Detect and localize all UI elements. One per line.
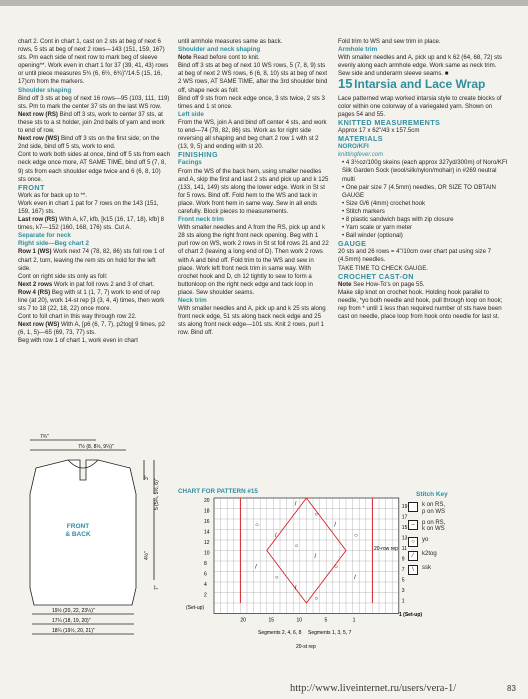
col-left-paragraph: Beg with row 1 of chart 1, work even in chart bbox=[18, 337, 138, 345]
chart-stitch-symbol: / bbox=[314, 554, 317, 560]
chart-stitch-symbol: ○ bbox=[354, 533, 358, 539]
chart-segments-left: Segments 2, 4, 6, 8 bbox=[258, 630, 302, 636]
column-right bbox=[338, 38, 508, 321]
schematic-right-4: 7" bbox=[154, 585, 160, 590]
col-middle-paragraph: From the WS, join A and bind off center 4 sts, and work to end—74 (78, 82, 86) sts. Work as for right side reversing all shaping and beg chart 2 row 1 with st 2 (13, 9, 5) and ending with st 20. bbox=[178, 118, 327, 151]
col-left-paragraph: Last row (RS) With A, k7, kfb, [k15 (16, 17, 18), kfb] 8 times, k7—152 (160, 168, 176) sts. Cut A. bbox=[18, 216, 164, 232]
col-right-subheading: Armhole trim bbox=[338, 46, 378, 54]
chart-row-number: 14 bbox=[204, 529, 210, 536]
col-right-list-item: • Ball winder (optional) bbox=[342, 232, 403, 240]
stitch-key bbox=[408, 491, 518, 579]
schematic-bottom-2: 17¼ (18, 19, 20)" bbox=[52, 618, 91, 624]
col-left-paragraph: Cont to work both sides at once, bind off 5 sts from each neck edge once more, AT SAME TIME, bind off 5 (7, 8, 9) sts from each shoulder edge twice and 6 (6, 8, 10) sts once. bbox=[18, 151, 170, 183]
chart-row-number: 19 bbox=[401, 504, 408, 510]
footer bbox=[0, 681, 528, 699]
chart-stitch-number: 10 bbox=[296, 617, 303, 624]
chart-row-number: 5 bbox=[401, 577, 405, 584]
col-middle-heading: FINISHING bbox=[178, 150, 218, 160]
stitch-key-swatch-icon bbox=[408, 502, 418, 512]
pattern-number: 15 bbox=[338, 76, 353, 92]
col-right-list-item: • Size G/6 (4mm) crochet hook bbox=[342, 199, 426, 207]
col-middle-paragraph: Bind off 9 sts from neck edge once, 3 sts twice, 2 sts 3 times and 1 st once. bbox=[178, 94, 325, 110]
stitch-key-label: k on RS, p on WS bbox=[422, 502, 446, 515]
schematic-right-2: 5 (5¼, 5½, 6)" bbox=[154, 478, 160, 510]
chart-stitch-symbol: ○ bbox=[255, 522, 259, 529]
chart-repeat-label: 20-row rep bbox=[374, 546, 398, 552]
stitch-key-label: ssk bbox=[422, 565, 431, 572]
col-left-paragraph: Work even in chart 1 pat for 7 rows on the 143 (151, 159, 167) sts. bbox=[18, 199, 159, 215]
pattern-title: Intarsia and Lace Wrap bbox=[354, 77, 486, 92]
page-number: 83 bbox=[507, 684, 516, 693]
chart-row-number: 6 bbox=[204, 571, 207, 578]
col-right-heading: MATERIALS bbox=[338, 134, 383, 144]
chart-row-number: 16 bbox=[204, 519, 210, 525]
chart-setup-right: 1 (Set-up) bbox=[399, 612, 423, 618]
col-middle-paragraph: Note Read before cont to knit. bbox=[178, 54, 260, 62]
col-right-list-item: • Yarn scale or yarn meter bbox=[342, 224, 412, 232]
chart-stitch-number: 5 bbox=[324, 617, 328, 624]
chart-stitch-symbol: / bbox=[334, 522, 336, 529]
chart-stitch-symbol: ○ bbox=[274, 575, 279, 581]
chart-stitch-symbol: / bbox=[294, 585, 297, 592]
col-left-paragraph: Bind off 3 sts at beg of next 16 rows—95 (103, 111, 119) sts. Pm to mark the center 37 sts on the last WS row. bbox=[18, 94, 170, 110]
chart-row-number: 17 bbox=[401, 514, 408, 521]
col-right-paragraph: Fold trim to WS and sew trim in place. bbox=[338, 38, 441, 45]
col-middle-paragraph: until armhole measures same as back. bbox=[178, 38, 283, 45]
chart-stitch-repeat: 20-st rep bbox=[296, 644, 316, 650]
stitch-key-swatch-icon: \ bbox=[408, 565, 418, 575]
schematic-title: FRONT & BACK bbox=[65, 523, 91, 538]
col-left-subheading: Separate for neck bbox=[18, 232, 71, 240]
chart-row-number: 3 bbox=[401, 588, 405, 594]
yarn-brand-url[interactable]: knittingfever.com bbox=[338, 152, 384, 159]
front-back-schematic bbox=[18, 430, 168, 670]
col-left-paragraph: Row 4 (RS) Beg with st 1 (1, 7, 7) work to end of rep line (at 20), work 14-st rep [3 (3, 4, 4) times, then work sts 7 to 18 (22, 18, 22) once more. bbox=[18, 288, 165, 313]
col-right-paragraph: Note See How-To's on page 55. bbox=[338, 280, 425, 288]
col-right-heading: GAUGE bbox=[338, 239, 367, 249]
chart-row-number: 2 bbox=[204, 592, 207, 599]
yarn-brand: NORO/KFI bbox=[338, 143, 369, 151]
pattern-heading bbox=[338, 76, 508, 92]
stitch-key-item bbox=[408, 502, 518, 516]
stitch-key-item bbox=[408, 565, 518, 575]
chart-stitch-symbol: ○ bbox=[314, 512, 319, 518]
chart-row-number: 8 bbox=[204, 561, 207, 567]
col-left-paragraph: Next 2 rows Work in pat foll rows 2 and 3 of chart. bbox=[18, 280, 155, 288]
column-left bbox=[18, 38, 170, 346]
col-left-paragraph: Row 1 (WS) Work next 74 (78, 82, 86) sts foll row 1 of chart 2, turn, leaving the rem sts on hold for the left side. bbox=[18, 248, 165, 272]
schematic-right-1: 3" bbox=[144, 475, 150, 480]
col-left-paragraph: Work as for back up to **. bbox=[18, 191, 87, 199]
col-middle-subheading: Shoulder and neck shaping bbox=[178, 46, 261, 54]
chart-stitch-symbol: ○ bbox=[334, 564, 338, 571]
col-right-paragraph: Sew side and underarm sleeve seams. ■ bbox=[338, 70, 449, 78]
top-bar bbox=[0, 0, 528, 6]
stitch-key-item bbox=[408, 537, 518, 547]
chart-row-number: 20 bbox=[204, 498, 210, 504]
chart-stitch-number: 20 bbox=[240, 617, 246, 624]
chart-title: CHART FOR PATTERN #15 bbox=[178, 488, 258, 495]
chart-grid bbox=[214, 498, 399, 614]
col-left-heading: FRONT bbox=[18, 182, 45, 192]
col-left-paragraph: Next row (WS) Bind off 3 sts on the first side; on the 2nd side, bind off 5 sts, work to end. bbox=[18, 135, 160, 151]
col-right-paragraph: 20 sts and 26 rows = 4"/10cm over chart pat using size 7 (4.5mm) needles. bbox=[338, 248, 492, 264]
col-right-heading: KNITTED MEASUREMENTS bbox=[338, 117, 441, 127]
stitch-key-title: Stitch Key bbox=[416, 491, 448, 498]
col-left-paragraph: chart 2. Cont in chart 1, cast on 2 sts at beg of next 6 rows, 5 sts at beg of next 2 rows—143 (151, 159, 167) sts. Pm each side of next row to mark beg of sleeve opening**. Work even in chart 1 for 37 (39, 41, 43) rows or until piece measures 5¾ (6, 6½, 6¾)"/14.5 (15, 16, 17)cm from the markers. bbox=[18, 38, 169, 86]
chart-row-number: 12 bbox=[204, 540, 210, 546]
chart-row-number: 11 bbox=[401, 546, 408, 552]
chart-stitch-symbol: ○ bbox=[294, 543, 299, 550]
schematic-right-3: 4½" bbox=[144, 551, 150, 560]
chart-stitch-symbol: / bbox=[274, 533, 277, 539]
col-middle-paragraph: From the WS of the back hem, using smaller needles and A, skip the first and last 2 sts and pick up and k 125 (133, 141, 149) sts along the lower edge. Work in St st for 5 rows. Bind off. Fold hem to the WS and tack in place. Work front hem in same way. Sew in all ends carefully. Block pieces to measurements. bbox=[178, 167, 329, 215]
chart-row-number: 13 bbox=[401, 535, 408, 542]
col-middle-paragraph: Bind off 3 sts at beg of next 10 WS rows, 5 (7, 8, 9) sts at beg of next 2 WS rows, 6 (6, 8, 10) sts at beg of next 2 WS rows, AT SAME TIME, after the 3rd shoulder bind off, shape neck as foll: bbox=[178, 62, 328, 94]
col-middle-paragraph: With smaller needles and A, pick up and k 25 sts along front neck edge, 51 sts along back neck edge and 25 sts along front neck edge—101 sts. Knit 2 rows, purl 1 row. Bind off. bbox=[178, 305, 326, 337]
stitch-key-label: yo bbox=[422, 537, 429, 544]
stitch-key-item bbox=[408, 551, 518, 561]
chart-row-number: 18 bbox=[204, 508, 210, 515]
schematic-top-2: 7½ (8, 8½, 9¼)" bbox=[78, 444, 114, 450]
schematic-bottom-1: 19½ (20, 22, 23¼)" bbox=[52, 608, 95, 614]
stitch-key-swatch-icon: – bbox=[408, 520, 418, 530]
col-middle-subheading: Facings bbox=[178, 159, 202, 167]
schematic-bottom-3: 18¼ (19½, 20, 21)" bbox=[52, 628, 95, 634]
col-right-paragraph: Make slip knot on crochet hook. Holding hook parallel to needle, *yo both needle and hook, pull through loop on hook; rep from * until 1 less than required number of sts have been cast on needle, place loop from hook onto needle for last st. bbox=[338, 288, 503, 321]
chart-stitch-number: 15 bbox=[268, 617, 275, 624]
col-left-subheading: Right side—Beg chart 2 bbox=[18, 240, 90, 248]
chart-bottom-stitch-numbers bbox=[240, 618, 355, 624]
chart-stitch-number: 1 bbox=[352, 617, 356, 624]
col-right-list-item: • One pair size 7 (4.5mm) needles, OR SIZE TO OBTAIN GAUGE bbox=[342, 183, 496, 199]
chart-stitch-symbol: / bbox=[294, 501, 297, 508]
chart-setup-left: (Set-up) bbox=[186, 605, 205, 611]
chart-stitch-symbol: / bbox=[255, 564, 257, 571]
col-left-paragraph: Cont on right side sts only as foll: bbox=[18, 272, 108, 280]
chart-left-row-numbers bbox=[204, 498, 210, 599]
stitch-key-swatch-icon: ○ bbox=[408, 537, 418, 547]
stitch-key-swatch-icon: ⁄ bbox=[408, 551, 418, 561]
col-left-paragraph: Next row (RS) Bind off 3 sts, work to center 37 sts, at these sts to a st holder, join 2nd balls of yarn and work to end of row. bbox=[18, 110, 165, 135]
chart-segments-right: Segments 1, 3, 5, 7 bbox=[308, 630, 352, 636]
chart-row-number: 15 bbox=[401, 525, 408, 531]
col-right-list-item: • 8 plastic sandwich bags with zip closure bbox=[342, 215, 454, 223]
chart-right-row-numbers bbox=[402, 504, 408, 605]
col-right-paragraph: With smaller needles and A, pick up and k 62 (64, 68, 72) sts evenly along each armhole edge. Work same as neck trim. bbox=[338, 54, 502, 70]
col-middle-subheading: Left side bbox=[178, 110, 204, 118]
col-right-paragraph: Lace patterned wrap worked intarsia style to create blocks of color within one colorway of a variegated yarn. Shown on pages 54 and 55. bbox=[338, 94, 502, 118]
chart-stitch-symbol: / bbox=[354, 575, 356, 581]
chart-row-number: 1 bbox=[401, 598, 405, 605]
source-url[interactable]: http://www.liveinternet.ru/users/vera-1/ bbox=[290, 683, 457, 694]
stitch-key-label: p on RS, k on WS bbox=[422, 519, 446, 533]
col-right-list-item: • 4 3½oz/100g skeins (each approx 327yd/300m) of Noro/KFI Silk Garden Sock (wool/silk/nylon/mohair) in #269 neutral multi bbox=[342, 159, 508, 183]
col-left-paragraph: Cont to foll chart in this way through row 22. bbox=[18, 313, 137, 321]
col-middle-paragraph: With smaller needles and A from the RS, pick up and k 28 sts along the right front neck opening. Beg with 1 purl row on WS, work 2 rows in St st foll rows 21 and 22 of chart 2 (leaving a long end of D). Then work 2 rows with A and bind off. Fold trim to the WS and sew in place. Work left front neck trim in same way. With crochet hook and D, ch 12 tightly to sew to form a buttonloop on the right neck edge and tack loop in place. Sew shoulder seams. bbox=[178, 224, 329, 296]
col-right-list-item: • Stitch markers bbox=[342, 207, 385, 215]
schematic-top-1: 7¾" bbox=[40, 434, 49, 440]
col-left-paragraph: Next row (WS) With A, [p6 (6, 7, 7), p2tog] 9 times, p2 (6, 1, 5)—65 (69, 73, 77) sts. bbox=[18, 321, 165, 337]
chart-row-number: 7 bbox=[401, 567, 405, 573]
col-right-paragraph: Approx 17 x 62"/43 x 157.5cm bbox=[338, 126, 420, 134]
col-right-paragraph: TAKE TIME TO CHECK GAUGE. bbox=[338, 264, 428, 272]
chart-row-number: 4 bbox=[204, 582, 207, 588]
col-middle-subheading: Front neck trim bbox=[178, 216, 224, 224]
chart-row-number: 9 bbox=[401, 556, 405, 563]
stitch-key-label: k2tog bbox=[422, 551, 437, 558]
col-middle-subheading: Neck trim bbox=[178, 297, 207, 304]
column-middle bbox=[178, 38, 330, 337]
col-left-subheading: Shoulder shaping bbox=[18, 86, 72, 94]
col-right-paragraph bbox=[338, 143, 508, 159]
chart-row-number: 10 bbox=[204, 550, 210, 557]
col-right-heading: CROCHET CAST-ON bbox=[338, 271, 414, 281]
chart-stitch-symbol: ○ bbox=[314, 596, 319, 602]
stitch-key-item bbox=[408, 520, 518, 534]
